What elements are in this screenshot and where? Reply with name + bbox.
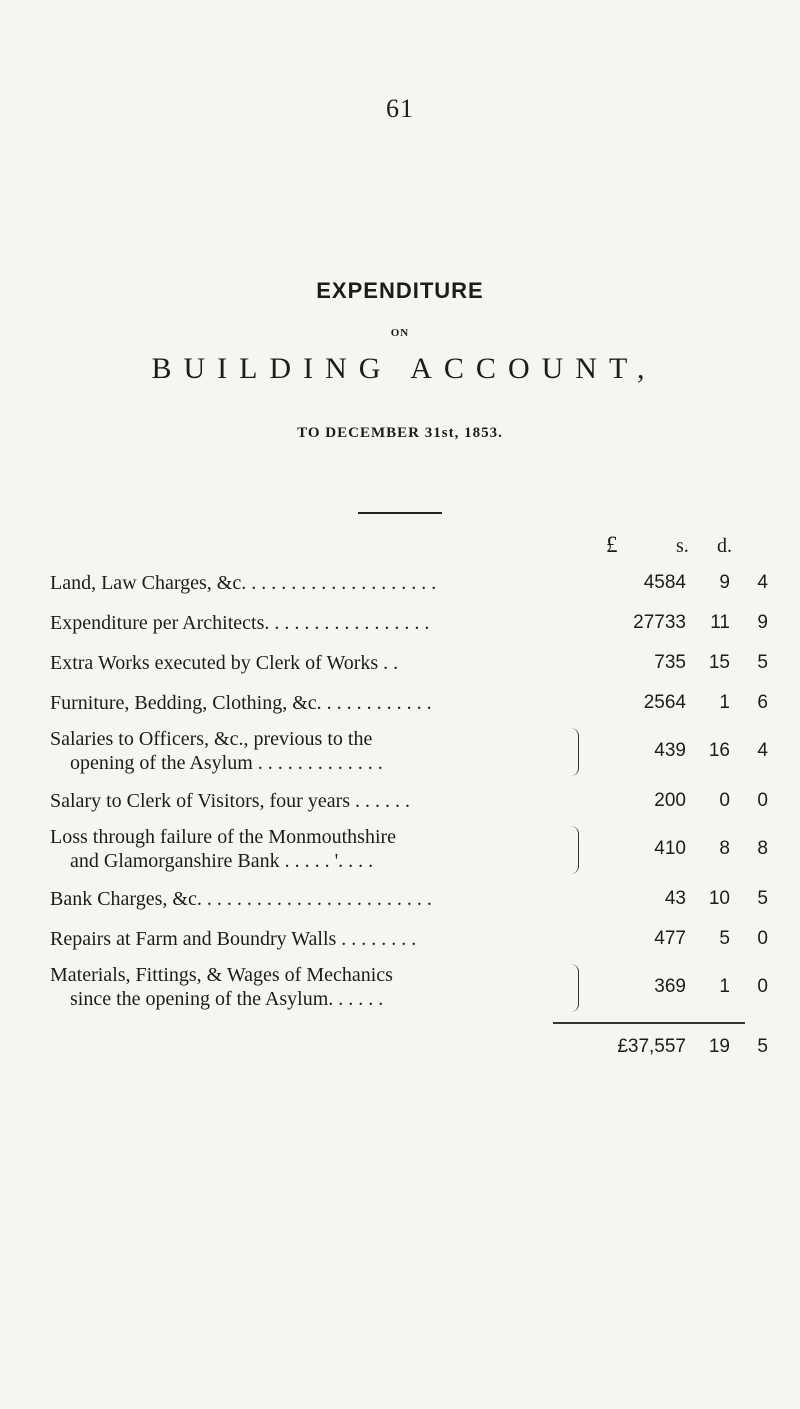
row-description-continued: since the opening of the Asylum. . . . . . — [70, 988, 384, 1010]
column-header-shillings: s. — [676, 535, 689, 557]
row-shillings: 15 — [708, 652, 730, 673]
row-pence: 9 — [757, 612, 768, 633]
row-description: Land, Law Charges, &c. . . . . . . . . . . . . . . . . . . . — [50, 572, 437, 594]
row-pence: 0 — [757, 976, 768, 997]
column-header-pence: d. — [717, 535, 732, 557]
row-description: Loss through failure of the Monmouthshire — [50, 826, 397, 848]
row-pence: 8 — [757, 838, 768, 859]
row-pounds: 369 — [654, 976, 686, 997]
heading-expenditure: EXPENDITURE — [316, 278, 484, 303]
row-shillings: 0 — [719, 790, 730, 811]
row-shillings: 9 — [719, 572, 730, 593]
row-pounds: 4584 — [643, 572, 686, 593]
row-shillings: 5 — [719, 928, 730, 949]
heading-divider — [358, 512, 442, 514]
row-pence: 0 — [757, 790, 768, 811]
row-shillings: 10 — [708, 888, 730, 909]
row-pounds: 410 — [654, 838, 686, 859]
row-pence: 4 — [757, 740, 768, 761]
row-pounds: 27733 — [633, 612, 686, 633]
row-shillings: 1 — [719, 976, 730, 997]
row-pounds: 2564 — [643, 692, 686, 713]
row-description: Expenditure per Architects. . . . . . . . . . . . . . . . . — [50, 612, 430, 634]
column-header-pounds: £ — [606, 532, 618, 557]
heading-date: TO DECEMBER 31st, 1853. — [297, 425, 503, 441]
row-pence: 4 — [757, 572, 768, 593]
row-description: Salary to Clerk of Visitors, four years . . . . . . — [50, 790, 411, 812]
row-pounds: 477 — [654, 928, 686, 949]
total-pence: 5 — [757, 1036, 768, 1057]
heading-building-account: BUILDING ACCOUNT, — [151, 352, 657, 385]
row-description: Salaries to Officers, &c., previous to the — [50, 728, 373, 750]
row-description-continued: opening of the Asylum . . . . . . . . . . . . . — [70, 752, 383, 774]
row-description: Bank Charges, &c. . . . . . . . . . . . . . . . . . . . . . . . — [50, 888, 432, 910]
row-shillings: 1 — [719, 692, 730, 713]
row-description: Materials, Fittings, & Wages of Mechanics — [50, 964, 393, 986]
row-description: Extra Works executed by Clerk of Works . . — [50, 652, 399, 674]
row-shillings: 8 — [719, 838, 730, 859]
page-number: 61 — [386, 94, 414, 123]
row-pence: 5 — [757, 652, 768, 673]
total-shillings: 19 — [708, 1036, 730, 1057]
row-shillings: 16 — [708, 740, 730, 761]
heading-on: ON — [390, 327, 410, 339]
row-description-continued: and Glamorganshire Bank . . . . . '. . . . — [70, 850, 374, 872]
row-description: Furniture, Bedding, Clothing, &c. . . . . . . . . . . . — [50, 692, 432, 714]
row-pence: 0 — [757, 928, 768, 949]
row-pounds: 43 — [664, 888, 686, 909]
row-shillings: 11 — [710, 612, 730, 633]
total-pounds: £37,557 — [617, 1036, 686, 1057]
row-pounds: 200 — [654, 790, 686, 811]
row-pounds: 439 — [654, 740, 686, 761]
row-description: Repairs at Farm and Boundry Walls . . . . . . . . — [50, 928, 417, 950]
row-pounds: 735 — [654, 652, 686, 673]
row-pence: 5 — [757, 888, 768, 909]
row-pence: 6 — [757, 692, 768, 713]
total-rule — [553, 1022, 745, 1024]
